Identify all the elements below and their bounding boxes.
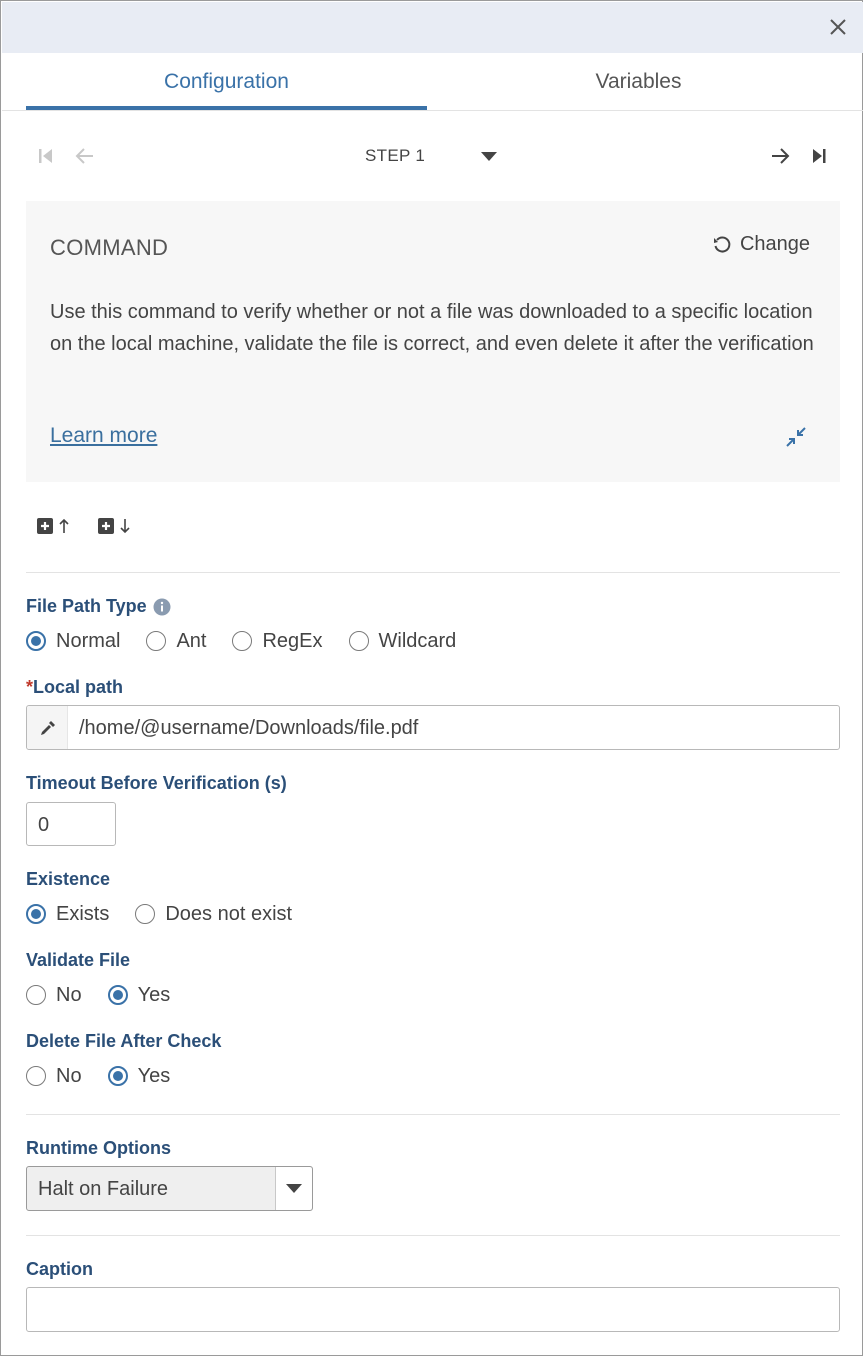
chevron-down-icon (285, 1182, 303, 1194)
radio-does-not-exist[interactable]: Does not exist (135, 903, 292, 926)
tab-configuration[interactable]: Configuration (26, 53, 427, 110)
timeout-input[interactable] (26, 802, 116, 846)
tab-variables[interactable]: Variables (595, 70, 682, 93)
select-arrow[interactable] (275, 1167, 312, 1210)
radio-delete-yes[interactable]: Yes (108, 1065, 171, 1088)
divider (26, 1235, 840, 1236)
close-icon[interactable] (827, 16, 849, 38)
radio-normal[interactable]: Normal (26, 630, 120, 653)
step-navigator (25, 136, 840, 176)
change-command-button[interactable] (712, 233, 810, 256)
existence-label: Existence (26, 869, 111, 889)
change-label: Change (739, 233, 810, 255)
collapse-icon[interactable] (784, 425, 808, 449)
command-title: COMMAND (50, 235, 169, 260)
radio-ant[interactable]: Ant (146, 630, 206, 653)
validate-file-radios (26, 982, 196, 1008)
delete-file-label: Delete File After Check (26, 1031, 222, 1051)
local-path-label: *Local path (26, 677, 124, 697)
radio-exists[interactable]: Exists (26, 903, 109, 926)
runtime-options-value: Halt on Failure (38, 1178, 169, 1200)
local-path-value: /home/@username/Downloads/file.pdf (79, 717, 419, 739)
radio-regex[interactable]: RegEx (232, 630, 322, 653)
command-description: Use this command to verify whether or not a file was downloaded to a specific location on the local machine, validate the file is correct, and even delete it after the verification (50, 301, 814, 355)
radio-wildcard[interactable]: Wildcard (349, 630, 457, 653)
learn-more-link[interactable]: Learn more (50, 424, 158, 447)
path-picker-button[interactable] (27, 706, 68, 749)
delete-file-radios (26, 1063, 196, 1089)
caption-label: Caption (26, 1259, 93, 1279)
insert-step-below-icon[interactable] (96, 514, 136, 538)
validate-file-label: Validate File (26, 950, 131, 970)
timeout-value: 0 (38, 814, 50, 836)
divider (26, 1114, 840, 1115)
runtime-options-select[interactable] (26, 1166, 313, 1211)
pipette-icon (38, 718, 58, 738)
undo-icon (712, 235, 732, 255)
info-icon[interactable] (153, 598, 171, 616)
command-card (26, 201, 840, 482)
radio-validate-yes[interactable]: Yes (108, 984, 171, 1007)
caption-input[interactable] (26, 1287, 840, 1332)
required-mark: * (26, 677, 34, 697)
next-step-icon[interactable] (768, 145, 792, 167)
last-step-icon[interactable] (810, 146, 828, 166)
previous-step-icon[interactable] (73, 145, 97, 167)
tab-bar (2, 53, 863, 111)
radio-validate-no[interactable]: No (26, 984, 82, 1007)
first-step-icon[interactable] (37, 146, 55, 166)
file-path-type-radios (26, 628, 482, 654)
file-path-type-label: File Path Type (26, 596, 171, 617)
insert-step-above-icon[interactable] (35, 514, 75, 538)
local-path-field[interactable] (26, 705, 840, 750)
timeout-label: Timeout Before Verification (s) (26, 773, 287, 793)
radio-delete-no[interactable]: No (26, 1065, 82, 1088)
panel-header (2, 2, 863, 53)
divider (26, 572, 840, 573)
step-label: STEP 1 (365, 146, 426, 165)
existence-radios (26, 901, 318, 927)
step-dropdown-icon[interactable] (479, 149, 499, 163)
runtime-options-label: Runtime Options (26, 1138, 171, 1158)
